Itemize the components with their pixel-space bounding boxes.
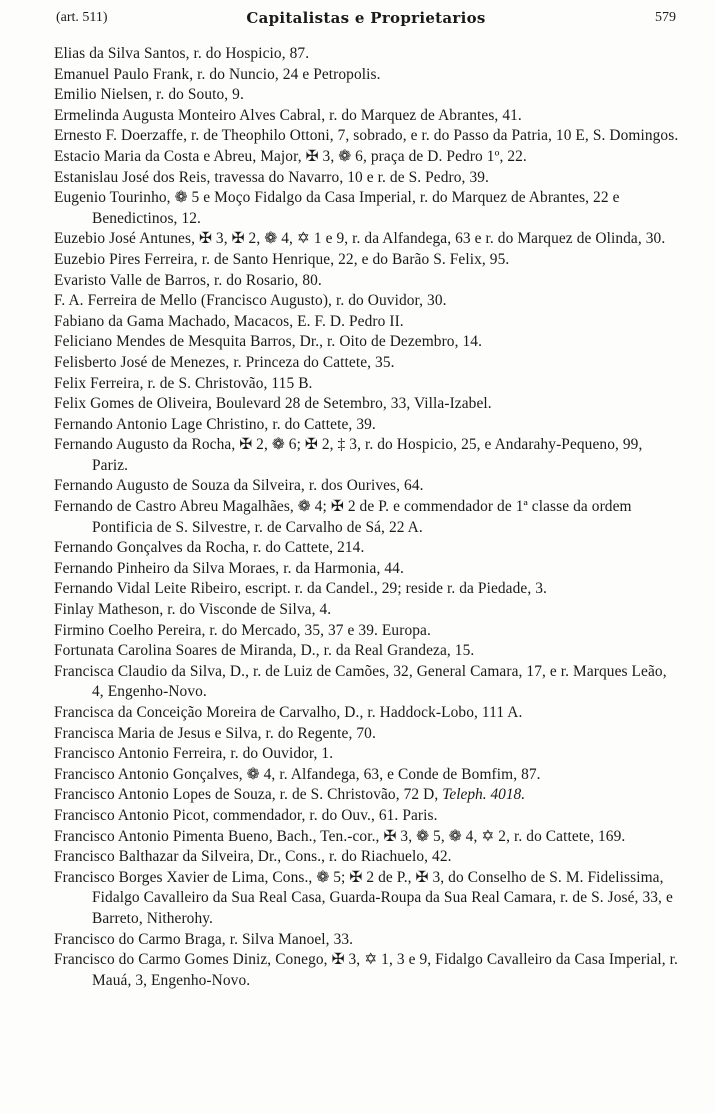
entry-name: Euzebio José Antunes, bbox=[54, 230, 196, 248]
directory-entry bbox=[54, 662, 680, 703]
entry-details: r. do Rosario, 80. bbox=[210, 271, 322, 289]
entry-details: ❁ 4, r. Alfandega, 63, e Conde de Bomfim, 87. bbox=[242, 765, 541, 783]
entry-details: r. do Visconde de Silva, 4. bbox=[163, 601, 332, 619]
entry-name: Francisca Claudio da Silva, D., bbox=[54, 662, 250, 680]
entry-name: Fernando Augusto da Rocha, bbox=[54, 436, 236, 454]
entry-details: r. do Riachuelo, 42. bbox=[325, 848, 452, 866]
entry-name: Francisca da Conceição Moreira de Carvalho, D., bbox=[54, 704, 364, 721]
entry-name: Fernando Gonçalves da Rocha, bbox=[54, 539, 250, 557]
entry-details: ✠ 3, ❁ 5, ❁ 4, ✡ 2, r. do Cattete, 169. bbox=[379, 827, 626, 845]
entry-details: r. de S. Christovão, 72 D, bbox=[275, 786, 443, 804]
entry-details: ❁ 5 e Moço Fidalgo da Casa Imperial, r. do Marquez de Abrantes, 22 e Benedictinos, 12. bbox=[92, 189, 620, 227]
entry-details: r. de Luiz de Camões, 32, General Camara, 17, e r. Marques Leão, 4, Engenho-Novo. bbox=[92, 662, 667, 701]
directory-entry bbox=[54, 126, 680, 147]
entry-details: r. do Cattete, 214. bbox=[249, 539, 365, 557]
directory-entry bbox=[54, 394, 680, 415]
directory-entry bbox=[54, 332, 680, 353]
entry-name: Felix Ferreira, bbox=[54, 374, 144, 392]
entry-details: r. de Santo Henrique, 22, e do Barão S. Felix, 95. bbox=[197, 250, 510, 268]
entry-name: Fernando Pinheiro da Silva Moraes, bbox=[54, 559, 280, 577]
entry-details: r. da Harmonia, 44. bbox=[279, 559, 404, 577]
article-reference: (art. 511) bbox=[56, 10, 108, 25]
entry-details: r. do Hospicio, 87. bbox=[189, 45, 310, 62]
entry-name: Francisco Balthazar da Silveira, Dr., Cons., bbox=[54, 848, 326, 866]
entry-details: ❁ 4; ✠ 2 de P. e commendador de 1ª classe da ordem Pontificia de S. Silvestre, r. de Carvalho de Sá, 22 A. bbox=[92, 498, 632, 536]
entry-name: Fernando Vidal Leite Ribeiro, bbox=[54, 580, 242, 598]
entry-name: Francisco Antonio Ferreira, bbox=[54, 745, 227, 763]
entry-details: ✠ 3, ✡ 1, 3 e 9, Fidalgo Cavalleiro da Casa Imperial, r. Mauá, 3, Engenho-Novo. bbox=[92, 951, 678, 989]
directory-entry bbox=[54, 538, 680, 559]
entry-details: r. do Ouvidor, 1. bbox=[226, 745, 334, 763]
directory-entry bbox=[54, 147, 680, 168]
entry-name: Euzebio Pires Ferreira, bbox=[54, 250, 198, 268]
entry-details: r. dos Ourives, 64. bbox=[304, 477, 424, 495]
directory-entry bbox=[54, 847, 680, 868]
directory-entry bbox=[54, 312, 680, 333]
directory-entry bbox=[54, 250, 680, 271]
entry-details: commendador, r. do Ouv., 61. Paris. bbox=[209, 806, 438, 824]
entry-details: escript. r. da Candel., 29; reside r. da Piedade, 3. bbox=[241, 580, 547, 598]
entry-name: Estanislau José dos Reis, bbox=[54, 168, 211, 186]
entry-name: Francisco Antonio Pimenta Bueno, Bach., Ten.-cor., bbox=[54, 827, 380, 845]
entry-name: Felisberto José de Menezes, bbox=[54, 353, 230, 371]
entry-name: Firmino Coelho Pereira, bbox=[54, 621, 206, 639]
entry-name: Elias da Silva Santos, bbox=[54, 45, 190, 62]
directory-entry bbox=[54, 641, 680, 662]
directory-entry bbox=[54, 950, 680, 991]
directory-entry bbox=[54, 229, 680, 250]
directory-entry bbox=[54, 85, 680, 106]
entry-details: r. Oito de Dezembro, 14. bbox=[323, 333, 483, 351]
directory-entry bbox=[54, 374, 680, 395]
directory-entry bbox=[54, 765, 680, 786]
directory-entry bbox=[54, 785, 680, 806]
directory-entry bbox=[54, 415, 680, 436]
directory-entry bbox=[54, 559, 680, 580]
entry-name: Emilio Nielsen, bbox=[54, 86, 153, 104]
directory-entry bbox=[54, 271, 680, 292]
directory-entry bbox=[54, 44, 680, 65]
entry-name: Francisca Maria de Jesus e Silva, bbox=[54, 724, 262, 742]
entry-name: Francisco Antonio Lopes de Souza, bbox=[54, 786, 276, 804]
directory-entry bbox=[54, 497, 680, 538]
directory-entry bbox=[54, 65, 680, 86]
entry-details: r. do Souto, 9. bbox=[152, 86, 244, 104]
entry-details: r. de Theophilo Ottoni, 7, sobrado, e r. do Passo da Patria, 10 E, S. Domingos. bbox=[187, 127, 679, 145]
directory-entry bbox=[54, 703, 680, 724]
entry-name: F. A. Ferreira de Mello (Francisco Augusto), bbox=[54, 292, 333, 310]
entry-details: r. do Marquez de Abrantes, 41. bbox=[325, 106, 522, 124]
entry-name: Estacio Maria da Costa e Abreu, Major, bbox=[54, 147, 302, 165]
entry-name: Fabiano da Gama Machado, bbox=[54, 312, 230, 330]
entry-details: r. do Regente, 70. bbox=[261, 724, 376, 742]
entry-name: Emanuel Paulo Frank, bbox=[54, 65, 194, 83]
entry-name: Fernando de Castro Abreu Magalhães, bbox=[54, 498, 294, 516]
entry-details: Macacos, E. F. D. Pedro II. bbox=[229, 312, 404, 330]
entry-details: ✠ 3, ✠ 2, ❁ 4, ✡ 1 e 9, r. da Alfandega, 63 e r. do Marquez de Olinda, 30. bbox=[195, 230, 666, 248]
directory-entry bbox=[54, 353, 680, 374]
directory-entry bbox=[54, 579, 680, 600]
entry-details: r. de S. Christovão, 115 B. bbox=[143, 374, 313, 392]
entry-name: Francisco do Carmo Braga, bbox=[54, 930, 226, 948]
entry-details: r. do Cattete, 39. bbox=[268, 415, 376, 433]
directory-entries bbox=[54, 44, 680, 991]
entry-name: Evaristo Valle de Barros, bbox=[54, 271, 211, 289]
entry-name: Fortunata Carolina Soares de Miranda, D., bbox=[54, 642, 320, 660]
directory-entry bbox=[54, 600, 680, 621]
entry-details: r. do Ouvidor, 30. bbox=[332, 292, 447, 310]
entry-name: Fernando Antonio Lage Christino, bbox=[54, 415, 269, 433]
entry-name: Finlay Matheson, bbox=[54, 601, 164, 619]
entry-details: r. da Real Grandeza, 15. bbox=[319, 642, 475, 660]
directory-entry bbox=[54, 168, 680, 189]
entry-name: Francisco Antonio Picot, bbox=[54, 806, 210, 824]
directory-entry bbox=[54, 435, 680, 476]
entry-name: Feliciano Mendes de Mesquita Barros, Dr., bbox=[54, 333, 324, 351]
page-number: 579 bbox=[655, 10, 676, 25]
directory-entry bbox=[54, 930, 680, 951]
directory-entry bbox=[54, 744, 680, 765]
directory-entry bbox=[54, 806, 680, 827]
entry-details: ✠ 2, ❁ 6; ✠ 2, ‡ 3, r. do Hospicio, 25, e Andarahy-Pequeno, 99, Pariz. bbox=[92, 436, 643, 474]
entry-details: r. Princeza do Cattete, 35. bbox=[229, 353, 395, 371]
entry-details: ❁ 5; ✠ 2 de P., ✠ 3, do Conselho de S. M. Fidelissima, Fidalgo Cavalleiro da Sua Real Casa, Guarda-Roupa da Sua Real Camara, r. de S. José, 33, e Barreto, Nitherohy. bbox=[92, 868, 673, 927]
entry-details: travessa do Navarro, 10 e r. de S. Pedro, 39. bbox=[210, 168, 489, 186]
directory-entry bbox=[54, 724, 680, 745]
directory-entry bbox=[54, 621, 680, 642]
entry-name: Eugenio Tourinho, bbox=[54, 189, 171, 207]
directory-entry bbox=[54, 106, 680, 127]
entry-details: ✠ 3, ❁ 6, praça de D. Pedro 1º, 22. bbox=[301, 147, 527, 165]
directory-entry bbox=[54, 827, 680, 848]
entry-details: r. do Mercado, 35, 37 e 39. Europa. bbox=[205, 621, 431, 639]
entry-details: Boulevard 28 de Setembro, 33, Villa-Izabel. bbox=[211, 395, 492, 413]
entry-details: r. Silva Manoel, 33. bbox=[225, 930, 354, 948]
entry-name: Francisco Borges Xavier de Lima, Cons., bbox=[54, 868, 313, 886]
page-header bbox=[56, 8, 676, 30]
entry-name: Francisco Antonio Gonçalves, bbox=[54, 765, 243, 783]
directory-entry bbox=[54, 291, 680, 312]
entry-telephone: Teleph. 4018. bbox=[442, 786, 526, 804]
entry-details: r. do Nuncio, 24 e Petropolis. bbox=[193, 65, 381, 83]
directory-entry bbox=[54, 868, 680, 930]
entry-name: Ernesto F. Doerzaffe, bbox=[54, 127, 188, 145]
directory-entry bbox=[54, 476, 680, 497]
directory-entry bbox=[54, 188, 680, 229]
entry-name: Francisco do Carmo Gomes Diniz, Conego, bbox=[54, 951, 328, 969]
entry-name: Fernando Augusto de Souza da Silveira, bbox=[54, 477, 305, 495]
entry-details: r. Haddock-Lobo, 111 A. bbox=[363, 704, 523, 721]
entry-name: Ermelinda Augusta Monteiro Alves Cabral, bbox=[54, 106, 326, 124]
entry-name: Felix Gomes de Oliveira, bbox=[54, 395, 212, 413]
page-title: Capitalistas e Proprietarios bbox=[246, 9, 486, 27]
